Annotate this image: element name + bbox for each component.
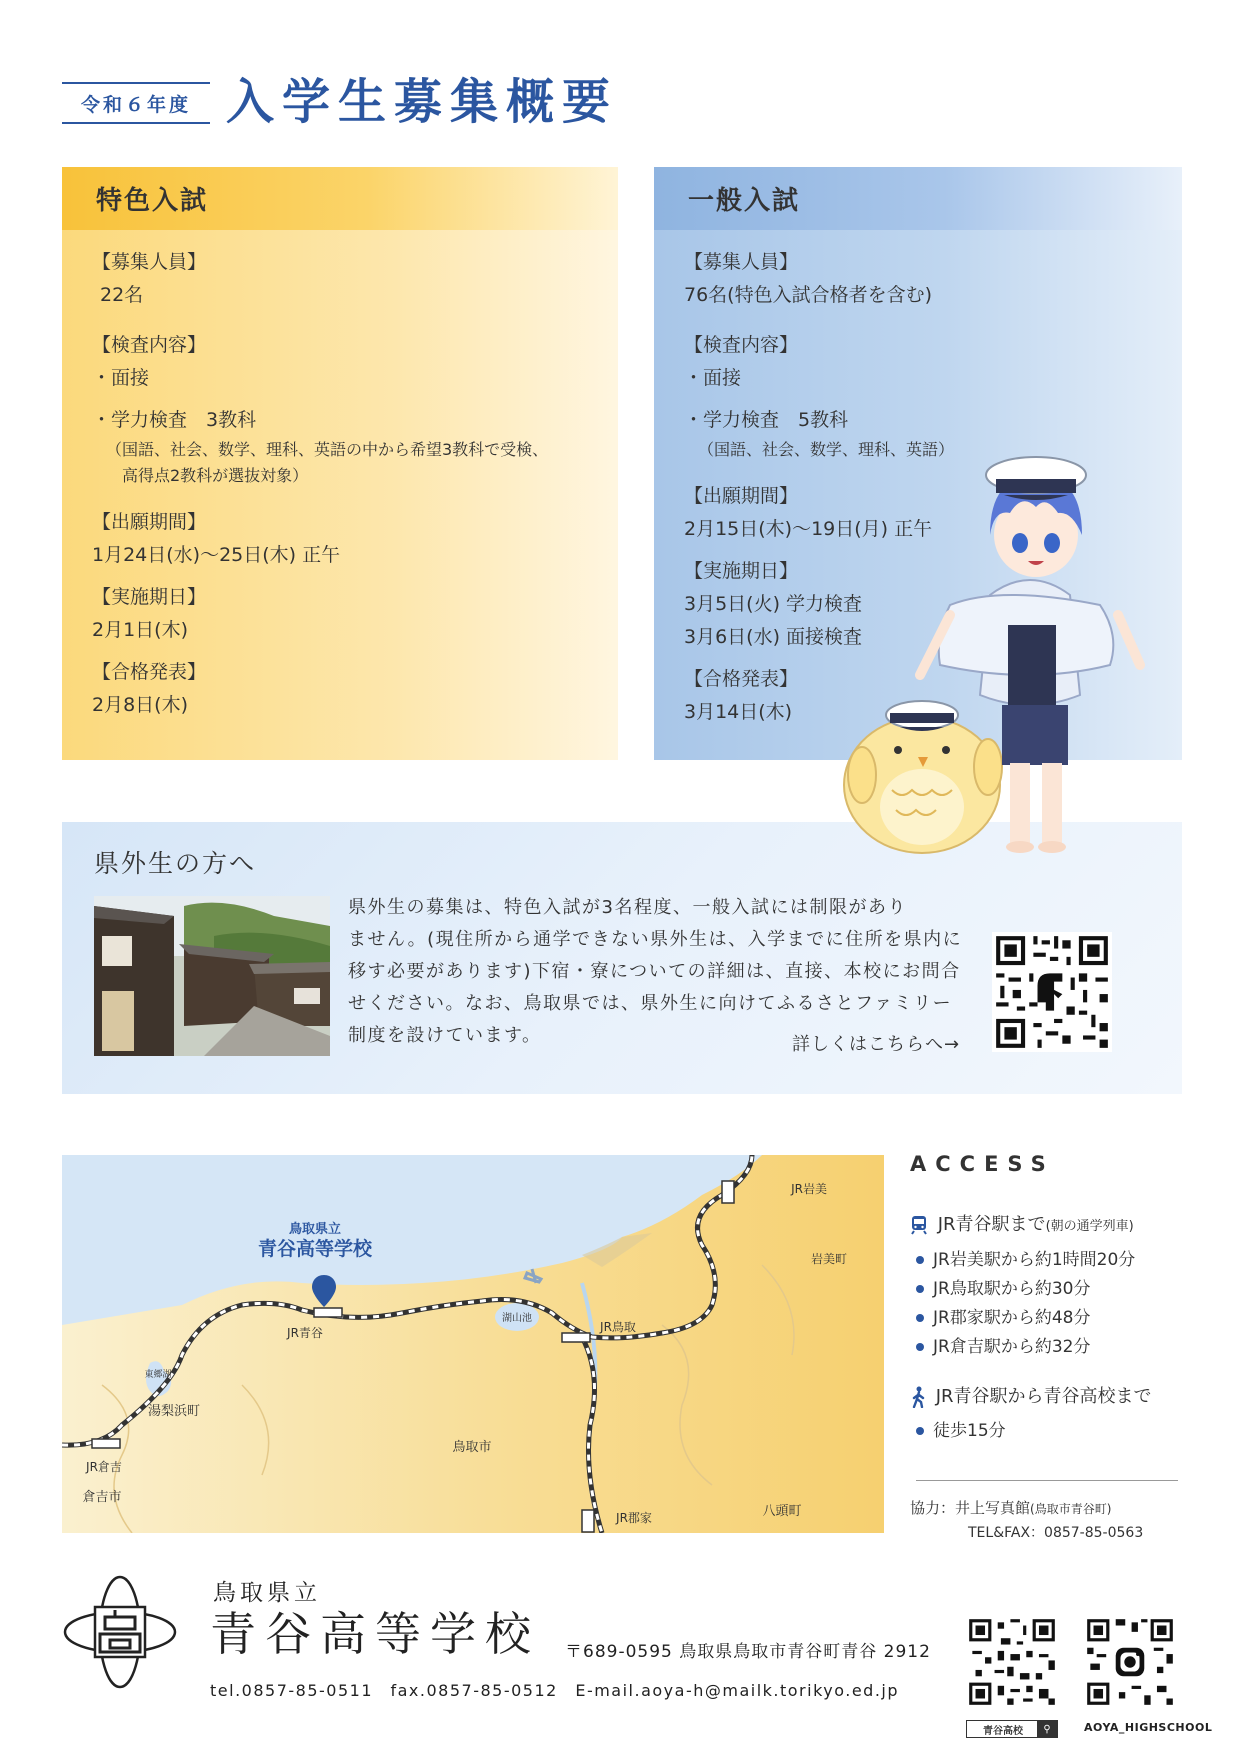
exam-item-interview: ・面接 [92,367,150,389]
exam-content-heading: 【検査内容】 [92,334,207,356]
text-line: 制度を設けています。 [348,1025,542,1046]
result-value: 2月8日(木) [92,694,189,716]
exam-note-1: （国語、社会、数学、理科、英語） [698,440,955,459]
access-map [62,1155,884,1533]
website-search-label: 青谷高校 ⚲ [966,1720,1058,1738]
instagram-handle: AOYA_HIGHSCHOOL [1084,1721,1213,1734]
train-heading-text: JR青谷駅まで [937,1214,1046,1235]
details-link[interactable]: 詳しくはこちらへ→ [792,1034,961,1055]
label-jr-koge: JR郡家 [616,1511,652,1525]
exam-item-interview: ・面接 [684,367,742,389]
search-icon: ⚲ [1037,1721,1057,1737]
label-koyama-lake: 湖山池 [502,1313,532,1324]
map-school-pref: 鳥取県立 [288,1222,342,1237]
text-line: せください。なお、鳥取県では、県外生に向けてふるさとファミリー [348,993,953,1014]
footer-contact[interactable]: tel.0857-85-0511 fax.0857-85-0512 E-mail.aoya-h@mailk.torikyo.ed.jp [210,1681,900,1700]
exam-content-heading: 【検査内容】 [684,334,799,356]
text-line: 移す必要があります)下宿・寮についての詳細は、直接、本校にお問合 [348,961,961,982]
train-item: JR岩美駅から約1時間20分 [916,1245,1135,1270]
train-icon [910,1215,928,1235]
exam-date-value-1: 3月5日(火) 学力検査 [684,593,863,615]
train-heading [910,1210,1134,1236]
exam-date-heading: 【実施期日】 [92,586,207,608]
tokushoku-panel [62,167,618,760]
label-yazu-town: 八頭町 [762,1504,802,1519]
application-period-heading: 【出願期間】 [684,485,799,507]
label-jr-iwami: JR岩美 [791,1182,827,1196]
walking-person-icon [910,1386,926,1408]
access-title: ACCESS [910,1152,1055,1176]
text-line: ません。(現住所から通学できない県外生は、入学までに住所を県内に [348,929,963,950]
townscape-photo [94,896,330,1056]
exam-note-2: 高得点2教科が選抜対象） [106,466,309,485]
year-label: 令和６年度 [62,82,210,124]
exam-date-value: 2月1日(木) [92,619,189,641]
website-qr-code[interactable] [966,1616,1058,1708]
credit-tel: TEL&FAX：0857-85-0563 [968,1525,1144,1541]
school-logo-icon [60,1572,180,1692]
footer-school-pref: 鳥取県立 [213,1580,321,1606]
furusato-qr-code[interactable] [992,932,1112,1052]
walk-heading: JR青谷駅から青谷高校まで [910,1382,1152,1408]
tokushoku-title: 特色入試 [62,167,618,230]
application-period-heading: 【出願期間】 [92,511,207,533]
label-kurayoshi-city: 倉吉市 [82,1490,122,1505]
footer-school-name: 青谷高等学校 [210,1607,540,1661]
capacity-heading: 【募集人員】 [92,251,207,273]
map-school-name: 青谷高等学校 [257,1238,373,1260]
section-title: 県外生の方へ [94,849,257,878]
exam-date-value-2: 3月6日(水) 面接検査 [684,626,863,648]
result-heading: 【合格発表】 [684,668,799,690]
exam-date-heading: 【実施期日】 [684,560,799,582]
page-title: 入学生募集概要 [226,74,619,130]
train-heading-note: (朝の通学列車) [1045,1219,1134,1234]
result-heading: 【合格発表】 [92,661,207,683]
exam-item-academic: ・学力検査 5教科 [684,409,849,431]
label-jr-tottori: JR鳥取 [600,1320,636,1334]
train-item: JR鳥取駅から約30分 [916,1274,1090,1299]
exam-note-1: （国語、社会、数学、理科、英語の中から希望3教科で受検、 [106,440,549,459]
footer-address: 〒689-0595 鳥取県鳥取市青谷町青谷 2912 [565,1642,931,1662]
label-jr-aoya: JR青谷 [287,1326,323,1340]
mascot-character-illustration [830,445,1150,865]
result-value: 3月14日(木) [684,701,793,723]
tokushoku-body [92,246,608,722]
walk-item: 徒歩15分 [916,1416,1006,1441]
label-iwami-town: 岩美町 [810,1252,847,1266]
label-tottori-city: 鳥取市 [452,1440,492,1455]
capacity-value: 76名(特色入試合格者を含む) [684,284,933,306]
text-line: 県外生の募集は、特色入試が3名程度、一般入試には制限があり [348,897,907,918]
capacity-heading: 【募集人員】 [684,251,799,273]
train-item: JR郡家駅から約48分 [916,1303,1090,1328]
application-period-value: 1月24日(水)～25日(木) 正午 [92,544,341,566]
label-jr-kurayoshi: JR倉吉 [86,1460,122,1474]
ippan-title: 一般入試 [654,167,1182,230]
divider [916,1480,1178,1481]
instagram-qr-code[interactable] [1084,1616,1176,1708]
exam-item-academic: ・学力検査 3教科 [92,409,257,431]
capacity-value: 22名 [100,284,144,306]
train-item: JR倉吉駅から約32分 [916,1332,1090,1357]
credit-line: 協力：井上写真館(鳥取市青谷町) [910,1499,1112,1517]
application-period-value: 2月15日(木)～19日(月) 正午 [684,518,933,540]
label-togo-lake: 東郷湖 [144,1370,172,1380]
out-of-prefecture-text [348,892,968,1052]
label-yurihama: 湯梨浜町 [147,1404,201,1419]
